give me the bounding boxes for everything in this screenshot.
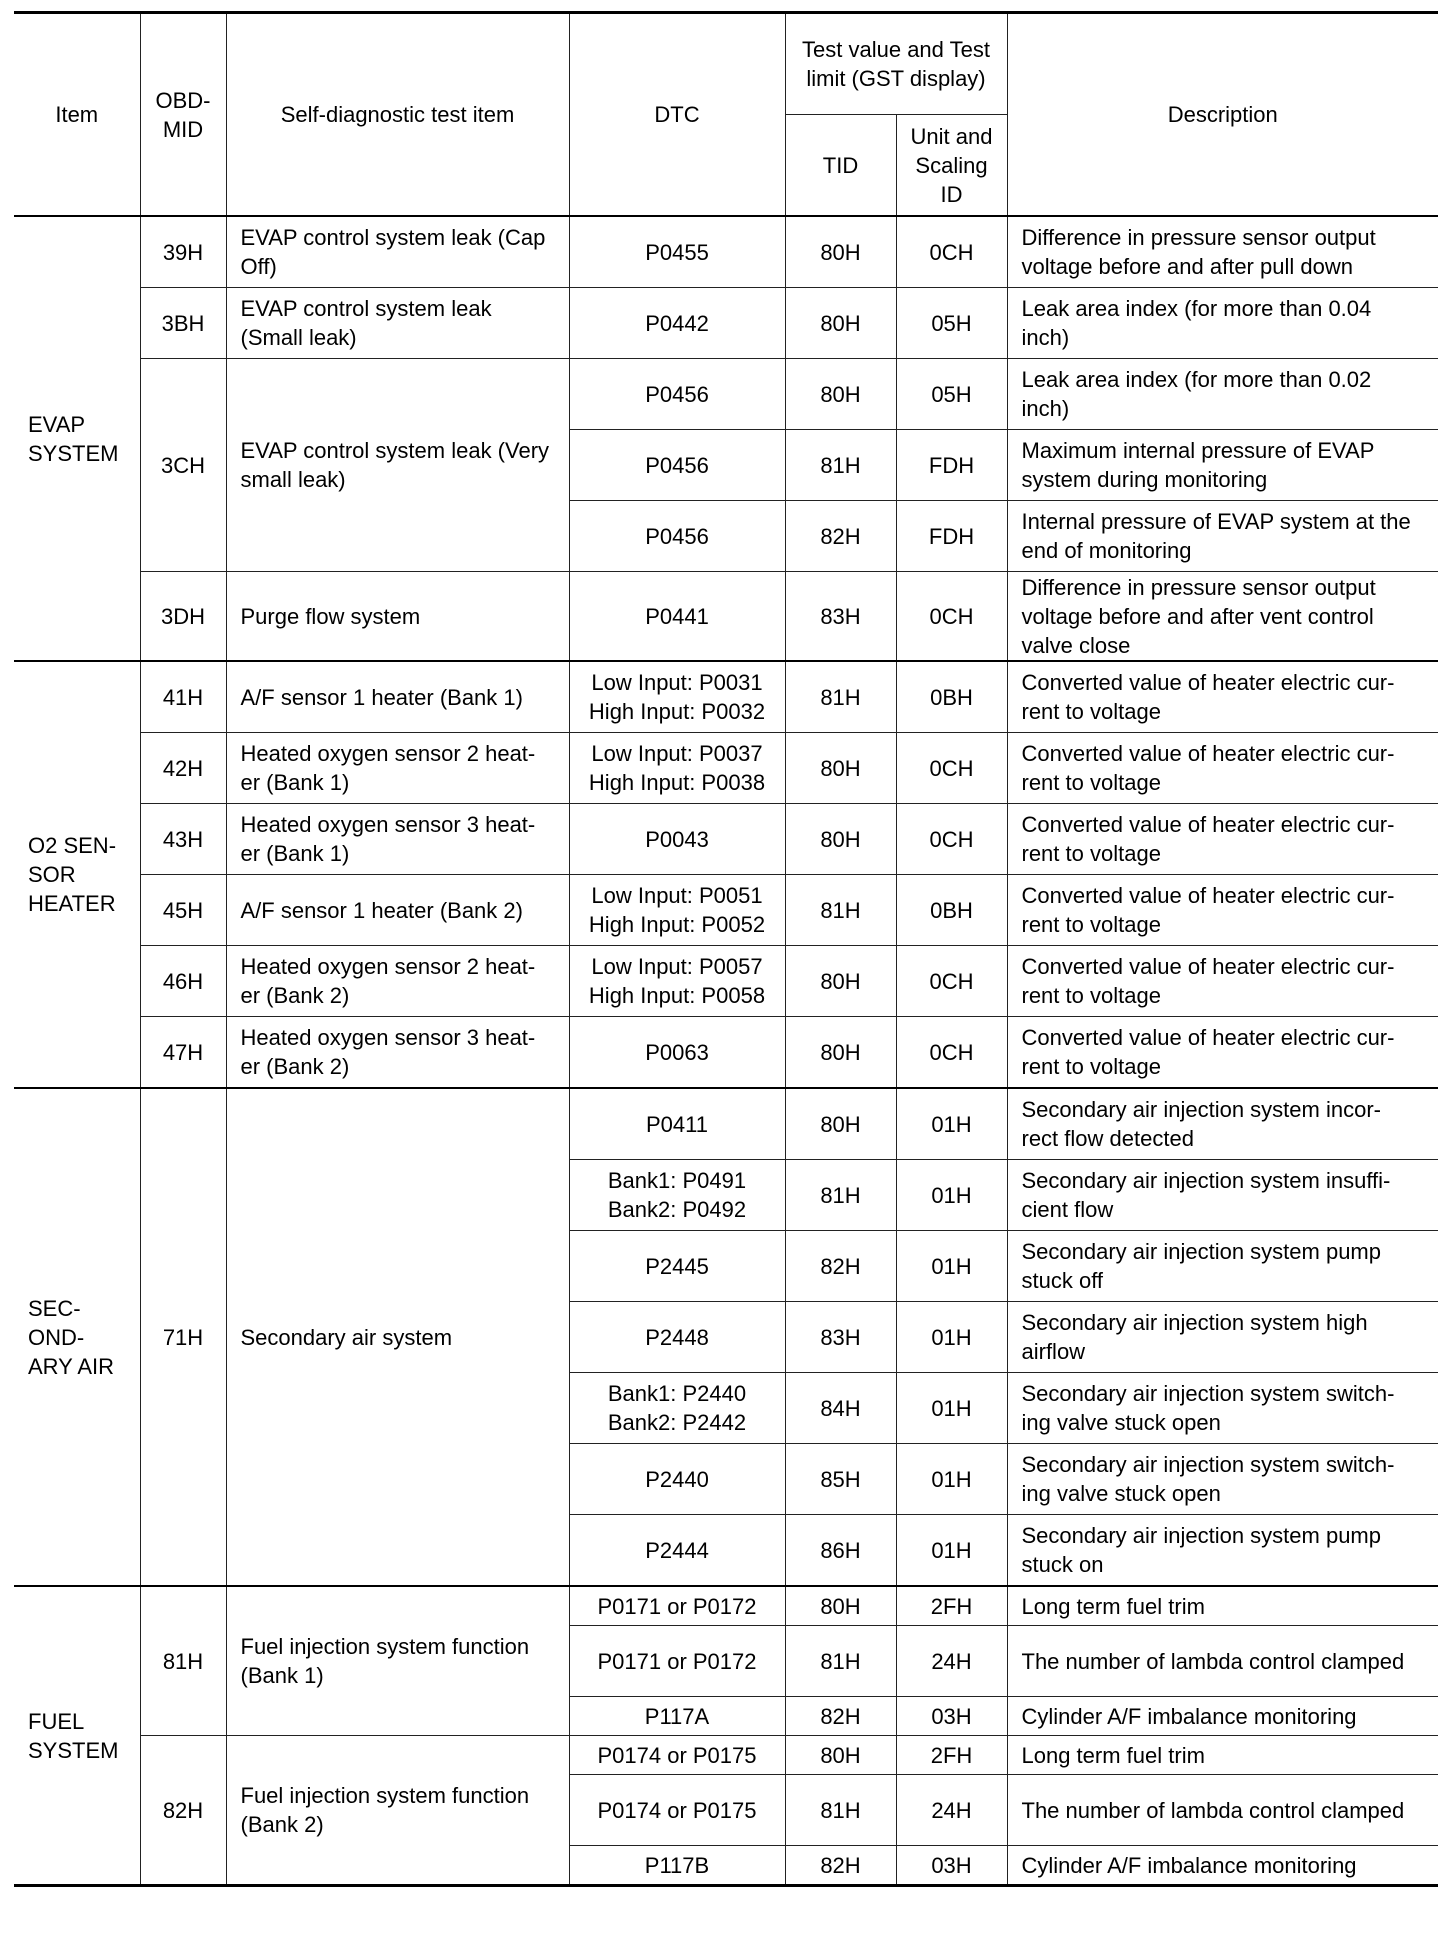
test-item-cell: EVAP control system leak (Small leak) [226, 288, 569, 359]
description-cell: Secondary air injection system switch- ing valve stuck open [1007, 1373, 1438, 1444]
scaling-id-cell: 03H [896, 1846, 1007, 1886]
obd-mid-cell: 39H [140, 216, 226, 288]
description-cell: Converted value of heater electric cur- rent to voltage [1007, 1017, 1438, 1089]
test-item-cell: Secondary air system [226, 1088, 569, 1586]
scaling-id-cell: 0BH [896, 661, 1007, 733]
table-row [14, 946, 1438, 1017]
scaling-id-cell: 2FH [896, 1736, 1007, 1775]
group-o2-sensor-heater: O2 SEN- SOR HEATER [14, 661, 140, 1088]
test-item-cell: A/F sensor 1 heater (Bank 2) [226, 875, 569, 946]
dtc-cell: P2448 [569, 1302, 785, 1373]
description-cell: The number of lambda control clamped [1007, 1626, 1438, 1697]
description-cell: Cylinder A/F imbalance monitoring [1007, 1846, 1438, 1886]
scaling-id-cell: 0BH [896, 875, 1007, 946]
description-cell: Converted value of heater electric cur- rent to voltage [1007, 661, 1438, 733]
scaling-id-cell: 24H [896, 1775, 1007, 1846]
scaling-id-cell: 03H [896, 1697, 1007, 1736]
scaling-id-cell: 01H [896, 1444, 1007, 1515]
test-item-cell: Fuel injection system function (Bank 2) [226, 1736, 569, 1886]
scaling-id-cell: 0CH [896, 572, 1007, 662]
scaling-id-cell: 24H [896, 1626, 1007, 1697]
tid-cell: 81H [785, 1775, 896, 1846]
tid-cell: 81H [785, 430, 896, 501]
test-item-cell: A/F sensor 1 heater (Bank 1) [226, 661, 569, 733]
group-fuel-system: FUEL SYSTEM [14, 1586, 140, 1886]
description-cell: Converted value of heater electric cur- rent to voltage [1007, 946, 1438, 1017]
description-cell: Secondary air injection system insuffi- cient flow [1007, 1160, 1438, 1231]
tid-cell: 81H [785, 661, 896, 733]
table-row [14, 359, 1438, 430]
tid-cell: 82H [785, 1231, 896, 1302]
scaling-id-cell: 0CH [896, 1017, 1007, 1089]
scaling-id-cell: 05H [896, 288, 1007, 359]
description-cell: The number of lambda control clamped [1007, 1775, 1438, 1846]
obd-mid-cell: 47H [140, 1017, 226, 1089]
scaling-id-cell: 01H [896, 1302, 1007, 1373]
table-row [14, 572, 1438, 662]
tid-cell: 80H [785, 1088, 896, 1160]
scaling-id-cell: 01H [896, 1088, 1007, 1160]
description-cell: Long term fuel trim [1007, 1736, 1438, 1775]
table-row [14, 733, 1438, 804]
header-obd-mid: OBD- MID [140, 13, 226, 217]
scaling-id-cell: 0CH [896, 216, 1007, 288]
description-cell: Converted value of heater electric cur- rent to voltage [1007, 804, 1438, 875]
dtc-cell: P0456 [569, 501, 785, 572]
obd-mid-cell: 41H [140, 661, 226, 733]
dtc-cell: Bank1: P0491 Bank2: P0492 [569, 1160, 785, 1231]
table-row [14, 288, 1438, 359]
tid-cell: 84H [785, 1373, 896, 1444]
description-cell: Secondary air injection system incor- rect flow detected [1007, 1088, 1438, 1160]
tid-cell: 81H [785, 1160, 896, 1231]
obd-mid-cell: 3BH [140, 288, 226, 359]
table-row [14, 216, 1438, 288]
dtc-cell: P0456 [569, 359, 785, 430]
tid-cell: 80H [785, 1586, 896, 1626]
header-description: Description [1007, 13, 1438, 217]
dtc-cell: P0171 or P0172 [569, 1586, 785, 1626]
description-cell: Difference in pressure sensor output voltage before and after vent control valve close [1007, 572, 1438, 662]
dtc-cell: P0063 [569, 1017, 785, 1089]
group-evap: EVAP SYSTEM [14, 216, 140, 661]
obd-mid-cell: 71H [140, 1088, 226, 1586]
tid-cell: 80H [785, 1017, 896, 1089]
table-row [14, 804, 1438, 875]
dtc-cell: P0411 [569, 1088, 785, 1160]
tid-cell: 81H [785, 1626, 896, 1697]
test-item-cell: Heated oxygen sensor 3 heat- er (Bank 1) [226, 804, 569, 875]
table-row [14, 1017, 1438, 1089]
obd-mid-cell: 3CH [140, 359, 226, 572]
header-test-item: Self-diagnostic test item [226, 13, 569, 217]
dtc-cell: P2444 [569, 1515, 785, 1587]
dtc-cell: P0455 [569, 216, 785, 288]
tid-cell: 82H [785, 501, 896, 572]
test-item-cell: Purge flow system [226, 572, 569, 662]
dtc-cell: P2440 [569, 1444, 785, 1515]
group-secondary-air: SEC- OND- ARY AIR [14, 1088, 140, 1586]
tid-cell: 83H [785, 572, 896, 662]
dtc-cell: Low Input: P0037 High Input: P0038 [569, 733, 785, 804]
description-cell: Converted value of heater electric cur- rent to voltage [1007, 875, 1438, 946]
scaling-id-cell: 0CH [896, 733, 1007, 804]
tid-cell: 80H [785, 288, 896, 359]
test-item-cell: Heated oxygen sensor 3 heat- er (Bank 2) [226, 1017, 569, 1089]
dtc-cell: Low Input: P0051 High Input: P0052 [569, 875, 785, 946]
obd-mid-cell: 42H [140, 733, 226, 804]
scaling-id-cell: 05H [896, 359, 1007, 430]
tid-cell: 82H [785, 1697, 896, 1736]
scaling-id-cell: 01H [896, 1231, 1007, 1302]
dtc-cell: P117A [569, 1697, 785, 1736]
tid-cell: 80H [785, 804, 896, 875]
tid-cell: 80H [785, 216, 896, 288]
table-row [14, 875, 1438, 946]
obd-mid-cell: 82H [140, 1736, 226, 1886]
scaling-id-cell: 0CH [896, 946, 1007, 1017]
header-dtc: DTC [569, 13, 785, 217]
obd-mid-cell: 45H [140, 875, 226, 946]
dtc-cell: P0456 [569, 430, 785, 501]
dtc-cell: P0171 or P0172 [569, 1626, 785, 1697]
table-row [14, 1736, 1438, 1775]
tid-cell: 80H [785, 733, 896, 804]
scaling-id-cell: FDH [896, 501, 1007, 572]
scaling-id-cell: 0CH [896, 804, 1007, 875]
dtc-cell: P0174 or P0175 [569, 1775, 785, 1846]
tid-cell: 85H [785, 1444, 896, 1515]
description-cell: Secondary air injection system switch- ing valve stuck open [1007, 1444, 1438, 1515]
tid-cell: 81H [785, 875, 896, 946]
dtc-cell: P117B [569, 1846, 785, 1886]
tid-cell: 83H [785, 1302, 896, 1373]
test-item-cell: Heated oxygen sensor 2 heat- er (Bank 2) [226, 946, 569, 1017]
test-item-cell: EVAP control system leak (Cap Off) [226, 216, 569, 288]
dtc-cell: P2445 [569, 1231, 785, 1302]
description-cell: Secondary air injection system pump stuck off [1007, 1231, 1438, 1302]
test-item-cell: Heated oxygen sensor 2 heat- er (Bank 1) [226, 733, 569, 804]
description-cell: Secondary air injection system high airflow [1007, 1302, 1438, 1373]
description-cell: Internal pressure of EVAP system at the end of monitoring [1007, 501, 1438, 572]
description-cell: Leak area index (for more than 0.02 inch) [1007, 359, 1438, 430]
obd-mid-cell: 81H [140, 1586, 226, 1736]
table-header [14, 13, 1438, 217]
scaling-id-cell: 2FH [896, 1586, 1007, 1626]
dtc-cell: P0441 [569, 572, 785, 662]
tid-cell: 80H [785, 359, 896, 430]
description-cell: Converted value of heater electric cur- rent to voltage [1007, 733, 1438, 804]
scaling-id-cell: 01H [896, 1160, 1007, 1231]
dtc-cell: P0174 or P0175 [569, 1736, 785, 1775]
dtc-cell: Low Input: P0031 High Input: P0032 [569, 661, 785, 733]
table-row [14, 1586, 1438, 1626]
tid-cell: 80H [785, 946, 896, 1017]
obd-mid-cell: 46H [140, 946, 226, 1017]
table-body [14, 216, 1438, 1886]
description-cell: Long term fuel trim [1007, 1586, 1438, 1626]
scaling-id-cell: 01H [896, 1373, 1007, 1444]
obd-mid-cell: 3DH [140, 572, 226, 662]
dtc-cell: P0442 [569, 288, 785, 359]
tid-cell: 82H [785, 1846, 896, 1886]
dtc-cell: Bank1: P2440 Bank2: P2442 [569, 1373, 785, 1444]
scaling-id-cell: FDH [896, 430, 1007, 501]
header-test-value-group: Test value and Test limit (GST display) [785, 13, 1007, 115]
test-item-cell: EVAP control system leak (Very small leak) [226, 359, 569, 572]
obd-mid-cell: 43H [140, 804, 226, 875]
scaling-id-cell: 01H [896, 1515, 1007, 1587]
dtc-cell: P0043 [569, 804, 785, 875]
table-row [14, 1088, 1438, 1160]
test-item-cell: Fuel injection system function (Bank 1) [226, 1586, 569, 1736]
description-cell: Cylinder A/F imbalance monitoring [1007, 1697, 1438, 1736]
tid-cell: 80H [785, 1736, 896, 1775]
description-cell: Maximum internal pressure of EVAP system during monitoring [1007, 430, 1438, 501]
tid-cell: 86H [785, 1515, 896, 1587]
description-cell: Leak area index (for more than 0.04 inch) [1007, 288, 1438, 359]
document-page [14, 11, 1438, 1959]
obd-test-table [14, 11, 1438, 1887]
description-cell: Secondary air injection system pump stuck on [1007, 1515, 1438, 1587]
table-row [14, 661, 1438, 733]
header-item: Item [14, 13, 140, 217]
header-unit-scaling: Unit and Scaling ID [896, 115, 1007, 217]
header-tid: TID [785, 115, 896, 217]
description-cell: Difference in pressure sensor output voltage before and after pull down [1007, 216, 1438, 288]
dtc-cell: Low Input: P0057 High Input: P0058 [569, 946, 785, 1017]
